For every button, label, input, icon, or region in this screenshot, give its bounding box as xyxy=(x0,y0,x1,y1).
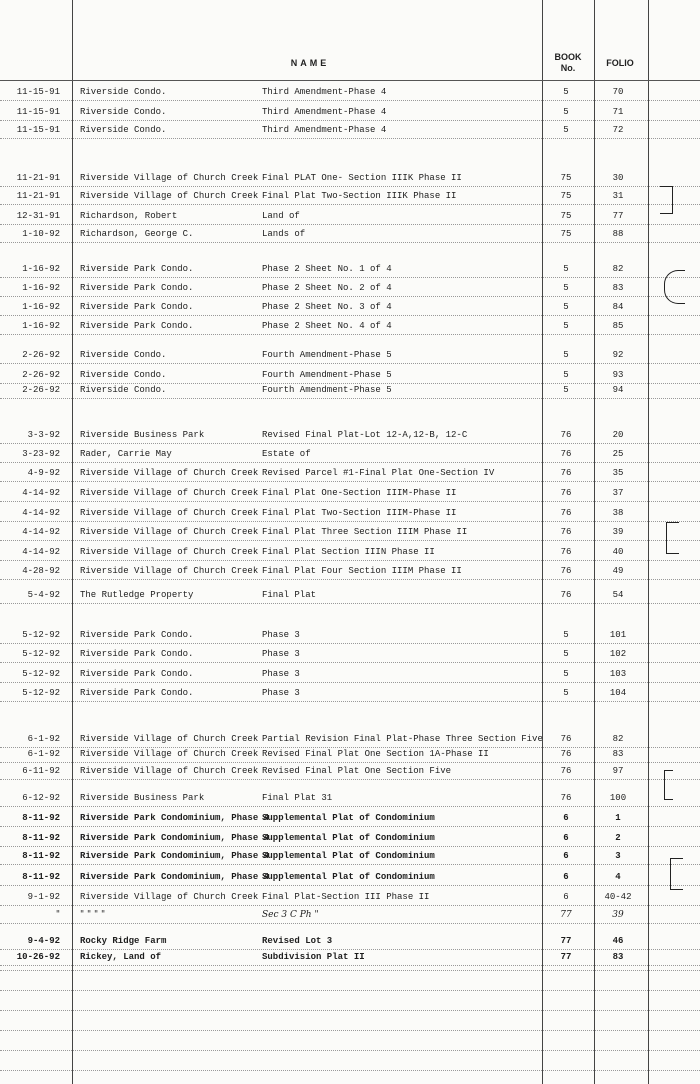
cell-book: 76 xyxy=(560,527,572,537)
cell-folio: 1 xyxy=(615,813,621,823)
blank-rule xyxy=(0,1050,700,1051)
cell-desc: Final Plat Three Section IIIM Phase II xyxy=(262,527,468,537)
cell-name: Richardson, George C. xyxy=(80,229,194,239)
cell-folio: 54 xyxy=(612,590,624,600)
cell-date: 1-16-92 xyxy=(22,302,60,312)
cell-desc: Third Amendment-Phase 4 xyxy=(262,87,387,97)
row-rule xyxy=(0,462,700,463)
cell-book: 5 xyxy=(563,125,569,135)
cell-folio: 30 xyxy=(612,173,624,183)
cell-book: 75 xyxy=(560,173,572,183)
cell-date: 8-11-92 xyxy=(22,813,60,823)
cell-name: Riverside Condo. xyxy=(80,107,167,117)
blank-rule xyxy=(0,990,700,991)
cell-book: 6 xyxy=(563,892,569,902)
cell-name: Riverside Park Condo. xyxy=(80,669,194,679)
cell-desc: Fourth Amendment-Phase 5 xyxy=(262,370,392,380)
cell-desc: Third Amendment-Phase 4 xyxy=(262,107,387,117)
cell-name: Riverside Condo. xyxy=(80,370,167,380)
cell-folio: 83 xyxy=(612,283,624,293)
cell-date: 9-4-92 xyxy=(27,936,60,946)
cell-date: 2-26-92 xyxy=(22,350,60,360)
cell-name: Riverside Park Condominium, Phase 4 xyxy=(80,851,270,861)
cell-book: 75 xyxy=(560,229,572,239)
cell-date: 2-26-92 xyxy=(22,370,60,380)
cell-book: 76 xyxy=(560,566,572,576)
cell-folio: 40-42 xyxy=(604,892,632,902)
row-rule xyxy=(0,923,700,924)
cell-name: Riverside Park Condo. xyxy=(80,649,194,659)
cell-desc: Land of xyxy=(262,211,300,221)
cell-folio: 72 xyxy=(612,125,624,135)
cell-desc: Revised Final Plat One Section 1A-Phase II xyxy=(262,749,489,759)
cell-date: 5-4-92 xyxy=(27,590,60,600)
cell-desc: Revised Final Plat One Section Five xyxy=(262,766,452,776)
cell-book: 5 xyxy=(563,264,569,274)
cell-name: Riverside Park Condo. xyxy=(80,688,194,698)
row-rule xyxy=(0,864,700,865)
cell-book: 76 xyxy=(560,749,572,759)
cell-folio: 83 xyxy=(612,952,624,962)
cell-folio: 39 xyxy=(612,910,624,920)
cell-date: 11-15-91 xyxy=(16,125,60,135)
cell-folio: 4 xyxy=(615,872,621,882)
row-rule xyxy=(0,701,700,702)
cell-folio: 104 xyxy=(609,688,627,698)
header-folio: FOLIO xyxy=(606,58,634,68)
cell-book: 6 xyxy=(563,851,569,861)
cell-date: 4-28-92 xyxy=(22,566,60,576)
cell-book: 5 xyxy=(563,302,569,312)
cell-folio: 35 xyxy=(612,468,624,478)
cell-folio: 31 xyxy=(612,191,624,201)
cell-folio: 37 xyxy=(612,488,624,498)
cell-name: Riverside Village of Church Creek xyxy=(80,488,259,498)
cell-book: 76 xyxy=(560,449,572,459)
cell-name: Riverside Business Park xyxy=(80,793,205,803)
cell-date: 4-14-92 xyxy=(22,508,60,518)
blank-rule xyxy=(0,1070,700,1071)
cell-book: 77 xyxy=(560,910,572,920)
cell-date: 12-31-91 xyxy=(16,211,60,221)
cell-folio: 40 xyxy=(612,547,624,557)
cell-date: 6-12-92 xyxy=(22,793,60,803)
cell-folio: 102 xyxy=(609,649,627,659)
row-rule xyxy=(0,334,700,335)
cell-name: Riverside Village of Church Creek xyxy=(80,766,259,776)
row-rule xyxy=(0,949,700,950)
row-rule xyxy=(0,540,700,541)
cell-name: Riverside Park Condominium, Phase 4 xyxy=(80,833,270,843)
cell-folio: 46 xyxy=(612,936,624,946)
cell-desc: Final Plat xyxy=(262,590,317,600)
row-rule xyxy=(0,846,700,847)
row-rule xyxy=(0,224,700,225)
cell-book: 5 xyxy=(563,669,569,679)
cell-desc: Final Plat Two-Section IIIM-Phase II xyxy=(262,508,457,518)
cell-name: Riverside Park Condo. xyxy=(80,283,194,293)
cell-date: 11-21-91 xyxy=(16,173,60,183)
cell-date: 6-1-92 xyxy=(27,749,60,759)
cell-book: 77 xyxy=(560,936,572,946)
header-rule xyxy=(0,80,700,81)
cell-book: 76 xyxy=(560,430,572,440)
cell-folio: 88 xyxy=(612,229,624,239)
cell-date: 9-1-92 xyxy=(27,892,60,902)
cell-folio: 20 xyxy=(612,430,624,440)
cell-book: 76 xyxy=(560,766,572,776)
cell-name: Riverside Village of Church Creek xyxy=(80,892,259,902)
margin-bracket-mark xyxy=(666,522,679,554)
cell-book: 77 xyxy=(560,952,572,962)
cell-date: 4-9-92 xyxy=(27,468,60,478)
cell-name: Rocky Ridge Farm xyxy=(80,936,167,946)
cell-name: Richardson, Robert xyxy=(80,211,178,221)
cell-desc: Revised Lot 3 xyxy=(262,936,333,946)
cell-desc: Phase 2 Sheet No. 4 of 4 xyxy=(262,321,392,331)
cell-desc: Final PLAT One- Section IIIK Phase II xyxy=(262,173,462,183)
row-rule xyxy=(0,560,700,561)
row-rule xyxy=(0,826,700,827)
cell-name: Riverside Village of Church Creek xyxy=(80,173,259,183)
cell-name: Riverside Village of Church Creek xyxy=(80,508,259,518)
cell-name: The Rutledge Property xyxy=(80,590,194,600)
row-rule xyxy=(0,682,700,683)
cell-book: 75 xyxy=(560,191,572,201)
cell-folio: 2 xyxy=(615,833,621,843)
cell-book: 6 xyxy=(563,813,569,823)
row-rule xyxy=(0,242,700,243)
row-rule xyxy=(0,643,700,644)
row-rule xyxy=(0,779,700,780)
blank-rule xyxy=(0,1030,700,1031)
row-rule xyxy=(0,138,700,139)
cell-folio: 93 xyxy=(612,370,624,380)
cell-folio: 97 xyxy=(612,766,624,776)
row-rule xyxy=(0,521,700,522)
cell-book: 5 xyxy=(563,321,569,331)
cell-name: Riverside Condo. xyxy=(80,385,167,395)
cell-folio: 71 xyxy=(612,107,624,117)
cell-book: 5 xyxy=(563,385,569,395)
margin-bracket-mark xyxy=(664,270,685,304)
cell-desc: Phase 2 Sheet No. 3 of 4 xyxy=(262,302,392,312)
cell-name: Riverside Park Condo. xyxy=(80,302,194,312)
row-rule xyxy=(0,363,700,364)
cell-book: 76 xyxy=(560,590,572,600)
cell-folio: 103 xyxy=(609,669,627,679)
cell-date: 5-12-92 xyxy=(22,649,60,659)
cell-date: 6-1-92 xyxy=(27,734,60,744)
cell-desc: Final Plat-Section III Phase II xyxy=(262,892,430,902)
header-book: BOOK No. xyxy=(554,52,582,73)
cell-folio: 38 xyxy=(612,508,624,518)
cell-desc: Third Amendment-Phase 4 xyxy=(262,125,387,135)
row-rule xyxy=(0,120,700,121)
blank-rule xyxy=(0,1010,700,1011)
row-rule xyxy=(0,579,700,580)
cell-book: 76 xyxy=(560,793,572,803)
cell-name: Riverside Condo. xyxy=(80,87,167,97)
cell-name: Riverside Park Condominium, Phase 4 xyxy=(80,813,270,823)
cell-book: 6 xyxy=(563,833,569,843)
cell-book: 5 xyxy=(563,283,569,293)
cell-date: " xyxy=(55,910,60,920)
cell-date: 11-21-91 xyxy=(16,191,60,201)
cell-date: 4-14-92 xyxy=(22,547,60,557)
cell-book: 5 xyxy=(563,649,569,659)
cell-folio: 101 xyxy=(609,630,627,640)
cell-desc: Phase 2 Sheet No. 2 of 4 xyxy=(262,283,392,293)
cell-desc: Phase 2 Sheet No. 1 of 4 xyxy=(262,264,392,274)
cell-book: 5 xyxy=(563,350,569,360)
row-rule xyxy=(0,965,700,966)
row-rule xyxy=(0,747,700,748)
row-rule xyxy=(0,905,700,906)
cell-folio: 77 xyxy=(612,211,624,221)
cell-desc: Phase 3 xyxy=(262,669,300,679)
cell-book: 5 xyxy=(563,630,569,640)
row-rule xyxy=(0,204,700,205)
cell-folio: 82 xyxy=(612,264,624,274)
cell-name: Rickey, Land of xyxy=(80,952,162,962)
cell-folio: 70 xyxy=(612,87,624,97)
row-rule xyxy=(0,481,700,482)
cell-name: Riverside Park Condo. xyxy=(80,264,194,274)
cell-desc: Supplemental Plat of Condominium xyxy=(262,833,435,843)
row-rule xyxy=(0,296,700,297)
cell-desc: Supplemental Plat of Condominium xyxy=(262,872,435,882)
cell-folio: 82 xyxy=(612,734,624,744)
cell-desc: Revised Final Plat-Lot 12-A,12-B, 12-C xyxy=(262,430,468,440)
cell-date: 5-12-92 xyxy=(22,630,60,640)
cell-date: 1-10-92 xyxy=(22,229,60,239)
cell-desc: Phase 3 xyxy=(262,649,300,659)
cell-date: 11-15-91 xyxy=(16,87,60,97)
margin-bracket-mark xyxy=(664,770,673,800)
cell-book: 5 xyxy=(563,87,569,97)
cell-book: 76 xyxy=(560,488,572,498)
cell-date: 2-26-92 xyxy=(22,385,60,395)
cell-folio: 100 xyxy=(609,793,627,803)
cell-name: Riverside Park Condo. xyxy=(80,321,194,331)
cell-desc: Supplemental Plat of Condominium xyxy=(262,851,435,861)
cell-folio: 84 xyxy=(612,302,624,312)
row-rule xyxy=(0,186,700,187)
cell-name: Riverside Village of Church Creek xyxy=(80,527,259,537)
cell-date: 8-11-92 xyxy=(22,833,60,843)
cell-date: 6-11-92 xyxy=(22,766,60,776)
cell-folio: 49 xyxy=(612,566,624,576)
cell-name: Riverside Park Condominium, Phase 4 xyxy=(80,872,270,882)
cell-name: Riverside Village of Church Creek xyxy=(80,191,259,201)
cell-name: Riverside Condo. xyxy=(80,125,167,135)
cell-book: 76 xyxy=(560,547,572,557)
cell-desc: Final Plat Four Section IIIM Phase II xyxy=(262,566,462,576)
cell-name: Riverside Village of Church Creek xyxy=(80,749,259,759)
cell-name: Riverside Village of Church Creek xyxy=(80,547,259,557)
cell-name: Riverside Village of Church Creek xyxy=(80,734,259,744)
cell-book: 75 xyxy=(560,211,572,221)
cell-desc: Phase 3 xyxy=(262,630,300,640)
row-rule xyxy=(0,383,700,384)
margin-bracket-mark xyxy=(660,186,673,214)
cell-folio: 92 xyxy=(612,350,624,360)
cell-book: 5 xyxy=(563,107,569,117)
cell-desc: Final Plat Section IIIN Phase II xyxy=(262,547,435,557)
row-rule xyxy=(0,885,700,886)
cell-name: Riverside Condo. xyxy=(80,350,167,360)
cell-date: 5-12-92 xyxy=(22,688,60,698)
cell-name: Riverside Village of Church Creek xyxy=(80,566,259,576)
cell-desc: Partial Revision Final Plat-Phase Three Section Five xyxy=(262,734,543,744)
cell-desc: Sec 3 C Ph " xyxy=(262,910,319,920)
row-rule xyxy=(0,277,700,278)
cell-desc: Revised Parcel #1-Final Plat One-Section IV xyxy=(262,468,495,478)
row-rule xyxy=(0,662,700,663)
cell-date: 1-16-92 xyxy=(22,321,60,331)
cell-name: Riverside Village of Church Creek xyxy=(80,468,259,478)
cell-desc: Final Plat One-Section IIIM-Phase II xyxy=(262,488,457,498)
cell-folio: 83 xyxy=(612,749,624,759)
cell-desc: Supplemental Plat of Condominium xyxy=(262,813,435,823)
cell-book: 5 xyxy=(563,370,569,380)
cell-date: 1-16-92 xyxy=(22,264,60,274)
cell-book: 76 xyxy=(560,508,572,518)
row-rule xyxy=(0,398,700,399)
cell-name: " " " " xyxy=(80,910,106,920)
cell-book: 76 xyxy=(560,734,572,744)
cell-name: Riverside Business Park xyxy=(80,430,205,440)
row-rule xyxy=(0,501,700,502)
cell-folio: 39 xyxy=(612,527,624,537)
row-rule xyxy=(0,806,700,807)
margin-bracket-mark xyxy=(670,858,683,890)
cell-date: 3-23-92 xyxy=(22,449,60,459)
row-rule xyxy=(0,603,700,604)
cell-desc: Final Plat Two-Section IIIK Phase II xyxy=(262,191,457,201)
blank-rule xyxy=(0,970,700,971)
cell-book: 76 xyxy=(560,468,572,478)
cell-date: 3-3-92 xyxy=(27,430,60,440)
header-name: NAME xyxy=(290,58,330,68)
cell-date: 11-15-91 xyxy=(16,107,60,117)
cell-name: Rader, Carrie May xyxy=(80,449,172,459)
cell-desc: Final Plat 31 xyxy=(262,793,333,803)
cell-date: 4-14-92 xyxy=(22,488,60,498)
cell-book: 6 xyxy=(563,872,569,882)
row-rule xyxy=(0,315,700,316)
cell-desc: Estate of xyxy=(262,449,311,459)
cell-folio: 3 xyxy=(615,851,621,861)
cell-date: 5-12-92 xyxy=(22,669,60,679)
cell-folio: 85 xyxy=(612,321,624,331)
cell-name: Riverside Park Condo. xyxy=(80,630,194,640)
cell-date: 8-11-92 xyxy=(22,872,60,882)
cell-book: 5 xyxy=(563,688,569,698)
cell-desc: Subdivision Plat II xyxy=(262,952,365,962)
cell-desc: Fourth Amendment-Phase 5 xyxy=(262,385,392,395)
cell-desc: Fourth Amendment-Phase 5 xyxy=(262,350,392,360)
row-rule xyxy=(0,100,700,101)
cell-date: 10-26-92 xyxy=(16,952,60,962)
cell-folio: 25 xyxy=(612,449,624,459)
cell-desc: Lands of xyxy=(262,229,306,239)
cell-date: 4-14-92 xyxy=(22,527,60,537)
cell-date: 8-11-92 xyxy=(22,851,60,861)
cell-date: 1-16-92 xyxy=(22,283,60,293)
row-rule xyxy=(0,762,700,763)
row-rule xyxy=(0,443,700,444)
cell-folio: 94 xyxy=(612,385,624,395)
cell-desc: Phase 3 xyxy=(262,688,300,698)
